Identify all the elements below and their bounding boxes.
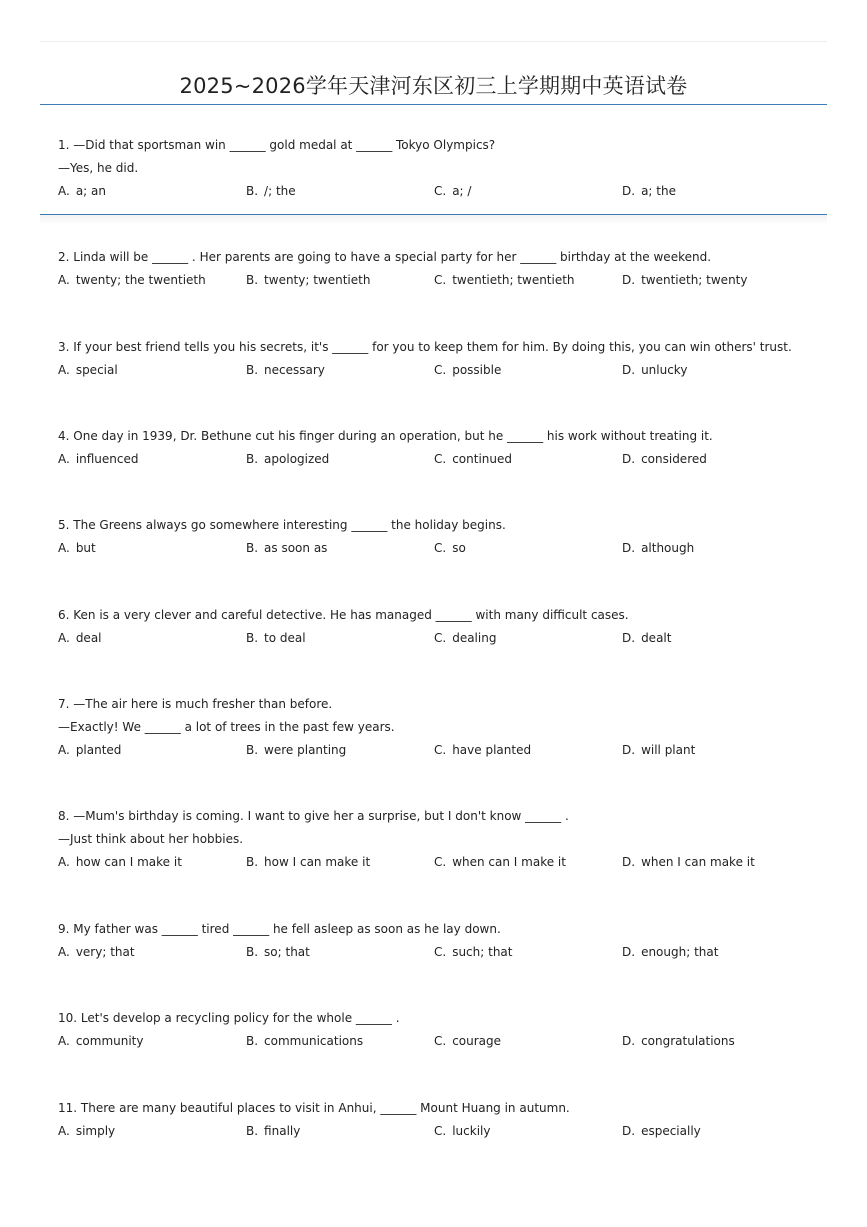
option-letter: B.	[246, 945, 259, 959]
option-letter: A.	[58, 1034, 70, 1048]
option-text: twentieth; twentieth	[452, 273, 575, 287]
option-letter: A.	[58, 363, 70, 377]
option-text: twenty; the twentieth	[75, 273, 206, 287]
option-letter: A.	[58, 1124, 70, 1138]
option-c[interactable]	[434, 627, 496, 650]
option-d[interactable]	[622, 851, 755, 874]
option-text: how can I make it	[75, 855, 182, 869]
question-11	[58, 1097, 818, 1143]
option-text: special	[75, 363, 118, 377]
option-letter: B.	[246, 1034, 259, 1048]
option-text: communications	[264, 1034, 364, 1048]
option-letter: D.	[622, 945, 636, 959]
question-10	[58, 1007, 818, 1053]
option-letter: C.	[434, 945, 447, 959]
option-b[interactable]	[246, 537, 327, 560]
option-b[interactable]	[246, 941, 310, 964]
option-row	[58, 537, 818, 560]
option-text: very; that	[75, 945, 135, 959]
option-row	[58, 851, 818, 874]
option-text: considered	[641, 452, 707, 466]
question-8	[58, 805, 818, 874]
question-3	[58, 336, 818, 382]
option-letter: C.	[434, 1034, 447, 1048]
option-text: such; that	[452, 945, 513, 959]
option-letter: A.	[58, 184, 70, 198]
option-d[interactable]	[622, 941, 718, 964]
question-stem-line: 9. My father was ______ tired ______ he fell asleep as soon as he lay down.	[58, 922, 501, 936]
option-letter: A.	[58, 541, 70, 555]
option-text: a; /	[452, 184, 472, 198]
question-stem-line: 5. The Greens always go somewhere interesting ______ the holiday begins.	[58, 518, 506, 532]
question-stem-line: —Yes, he did.	[58, 161, 139, 175]
option-text: unlucky	[641, 363, 688, 377]
option-a[interactable]	[58, 1030, 143, 1053]
option-text: so; that	[264, 945, 310, 959]
option-text: so	[452, 541, 466, 555]
option-letter: A.	[58, 631, 70, 645]
question-stem-line: 1. —Did that sportsman win ______ gold medal at ______ Tokyo Olympics?	[58, 138, 496, 152]
question-stem-line: 3. If your best friend tells you his secrets, it's ______ for you to keep them for him. By doing this, you can win others' trust.	[58, 340, 792, 354]
option-text: continued	[452, 452, 512, 466]
question-6	[58, 604, 818, 650]
option-text: dealing	[452, 631, 497, 645]
option-b[interactable]	[246, 739, 346, 762]
option-a[interactable]	[58, 180, 106, 203]
option-letter: A.	[58, 855, 70, 869]
option-text: how I can make it	[264, 855, 371, 869]
option-b[interactable]	[246, 627, 306, 650]
option-d[interactable]	[622, 739, 695, 762]
option-c[interactable]	[434, 448, 512, 471]
option-letter: C.	[434, 184, 447, 198]
question-9	[58, 918, 818, 964]
question-stem-line: 7. —The air here is much fresher than before.	[58, 697, 333, 711]
question-stem-line: 11. There are many beautiful places to visit in Anhui, ______ Mount Huang in autumn.	[58, 1101, 570, 1115]
option-text: possible	[452, 363, 502, 377]
option-letter: C.	[434, 363, 447, 377]
option-letter: D.	[622, 1124, 636, 1138]
option-letter: A.	[58, 945, 70, 959]
option-d[interactable]	[622, 359, 687, 382]
option-text: twentieth; twenty	[641, 273, 748, 287]
option-c[interactable]	[434, 1120, 490, 1143]
option-text: luckily	[452, 1124, 491, 1138]
option-letter: D.	[622, 452, 636, 466]
option-row	[58, 739, 818, 762]
option-d[interactable]	[622, 448, 707, 471]
option-text: apologized	[264, 452, 330, 466]
option-c[interactable]	[434, 537, 466, 560]
option-letter: D.	[622, 273, 636, 287]
option-row	[58, 180, 818, 203]
option-a[interactable]	[58, 739, 121, 762]
question-stem-line: 6. Ken is a very clever and careful detective. He has managed ______ with many difficult cases.	[58, 608, 629, 622]
title-divider	[40, 104, 827, 105]
option-letter: C.	[434, 631, 447, 645]
question-stem-line: 8. —Mum's birthday is coming. I want to give her a surprise, but I don't know ______ .	[58, 809, 569, 823]
option-a[interactable]	[58, 269, 206, 292]
option-c[interactable]	[434, 941, 513, 964]
option-a[interactable]	[58, 359, 118, 382]
option-b[interactable]	[246, 180, 296, 203]
option-text: but	[75, 541, 96, 555]
option-letter: D.	[622, 631, 636, 645]
question-stem-line: 10. Let's develop a recycling policy for the whole ______ .	[58, 1011, 400, 1025]
option-c[interactable]	[434, 1030, 501, 1053]
option-text: when I can make it	[641, 855, 755, 869]
option-b[interactable]	[246, 1030, 363, 1053]
page-title: 2025~2026学年天津河东区初三上学期期中英语试卷	[179, 74, 688, 98]
option-text: community	[75, 1034, 144, 1048]
option-letter: D.	[622, 541, 636, 555]
option-text: will plant	[641, 743, 696, 757]
option-letter: B.	[246, 1124, 259, 1138]
option-text: deal	[75, 631, 102, 645]
question-5	[58, 514, 818, 560]
option-letter: B.	[246, 631, 259, 645]
option-letter: D.	[622, 743, 636, 757]
option-c[interactable]	[434, 359, 501, 382]
option-text: necessary	[264, 363, 325, 377]
option-d[interactable]	[622, 1030, 735, 1053]
option-letter: C.	[434, 541, 447, 555]
option-text: a; an	[75, 184, 106, 198]
option-letter: C.	[434, 855, 447, 869]
option-row	[58, 1030, 818, 1053]
option-text: enough; that	[641, 945, 719, 959]
option-text: especially	[641, 1124, 701, 1138]
option-text: simply	[75, 1124, 116, 1138]
option-text: influenced	[75, 452, 139, 466]
option-letter: B.	[246, 363, 259, 377]
option-d[interactable]	[622, 269, 747, 292]
option-row	[58, 448, 818, 471]
option-a[interactable]	[58, 1120, 115, 1143]
option-a[interactable]	[58, 537, 96, 560]
option-a[interactable]	[58, 941, 135, 964]
option-c[interactable]	[434, 180, 471, 203]
option-text: when can I make it	[452, 855, 566, 869]
option-text: to deal	[264, 631, 306, 645]
question-7	[58, 693, 818, 762]
question-1-divider-shadow	[40, 215, 827, 225]
option-letter: A.	[58, 452, 70, 466]
option-letter: C.	[434, 452, 447, 466]
option-text: a; the	[641, 184, 676, 198]
option-letter: C.	[434, 743, 447, 757]
option-c[interactable]	[434, 739, 531, 762]
question-stem-line: 2. Linda will be ______ . Her parents are going to have a special party for her ______ birthday at the weekend.	[58, 250, 712, 264]
option-d[interactable]	[622, 537, 694, 560]
option-text: dealt	[641, 631, 672, 645]
option-d[interactable]	[622, 627, 671, 650]
option-row	[58, 941, 818, 964]
option-a[interactable]	[58, 627, 102, 650]
option-letter: C.	[434, 273, 447, 287]
option-d[interactable]	[622, 1120, 701, 1143]
option-letter: D.	[622, 1034, 636, 1048]
option-text: as soon as	[264, 541, 328, 555]
option-row	[58, 627, 818, 650]
question-stem-line: —Exactly! We ______ a lot of trees in the past few years.	[58, 720, 395, 734]
option-letter: D.	[622, 855, 636, 869]
option-letter: B.	[246, 855, 259, 869]
option-letter: A.	[58, 743, 70, 757]
option-row	[58, 269, 818, 292]
option-letter: B.	[246, 273, 259, 287]
option-letter: D.	[622, 363, 636, 377]
question-stem-line: —Just think about her hobbies.	[58, 832, 244, 846]
option-b[interactable]	[246, 359, 325, 382]
option-text: although	[641, 541, 695, 555]
option-letter: B.	[246, 184, 259, 198]
option-text: have planted	[452, 743, 532, 757]
option-letter: B.	[246, 452, 259, 466]
option-text: twenty; twentieth	[264, 273, 371, 287]
option-b[interactable]	[246, 851, 370, 874]
option-a[interactable]	[58, 851, 182, 874]
option-a[interactable]	[58, 448, 139, 471]
option-b[interactable]	[246, 448, 329, 471]
option-b[interactable]	[246, 1120, 300, 1143]
option-text: finally	[264, 1124, 301, 1138]
question-stem-line: 4. One day in 1939, Dr. Bethune cut his finger during an operation, but he ______ his work without treating it.	[58, 429, 713, 443]
top-divider	[40, 41, 827, 42]
option-text: /; the	[264, 184, 296, 198]
question-1	[58, 134, 818, 203]
option-letter: B.	[246, 743, 259, 757]
option-text: congratulations	[641, 1034, 735, 1048]
question-2	[58, 246, 818, 292]
option-letter: B.	[246, 541, 259, 555]
question-4	[58, 425, 818, 471]
option-text: were planting	[264, 743, 347, 757]
option-row	[58, 1120, 818, 1143]
option-c[interactable]	[434, 269, 575, 292]
option-text: planted	[75, 743, 122, 757]
option-letter: C.	[434, 1124, 447, 1138]
option-d[interactable]	[622, 180, 676, 203]
option-letter: D.	[622, 184, 636, 198]
option-c[interactable]	[434, 851, 566, 874]
option-letter: A.	[58, 273, 70, 287]
option-row	[58, 359, 818, 382]
option-b[interactable]	[246, 269, 370, 292]
option-text: courage	[452, 1034, 502, 1048]
